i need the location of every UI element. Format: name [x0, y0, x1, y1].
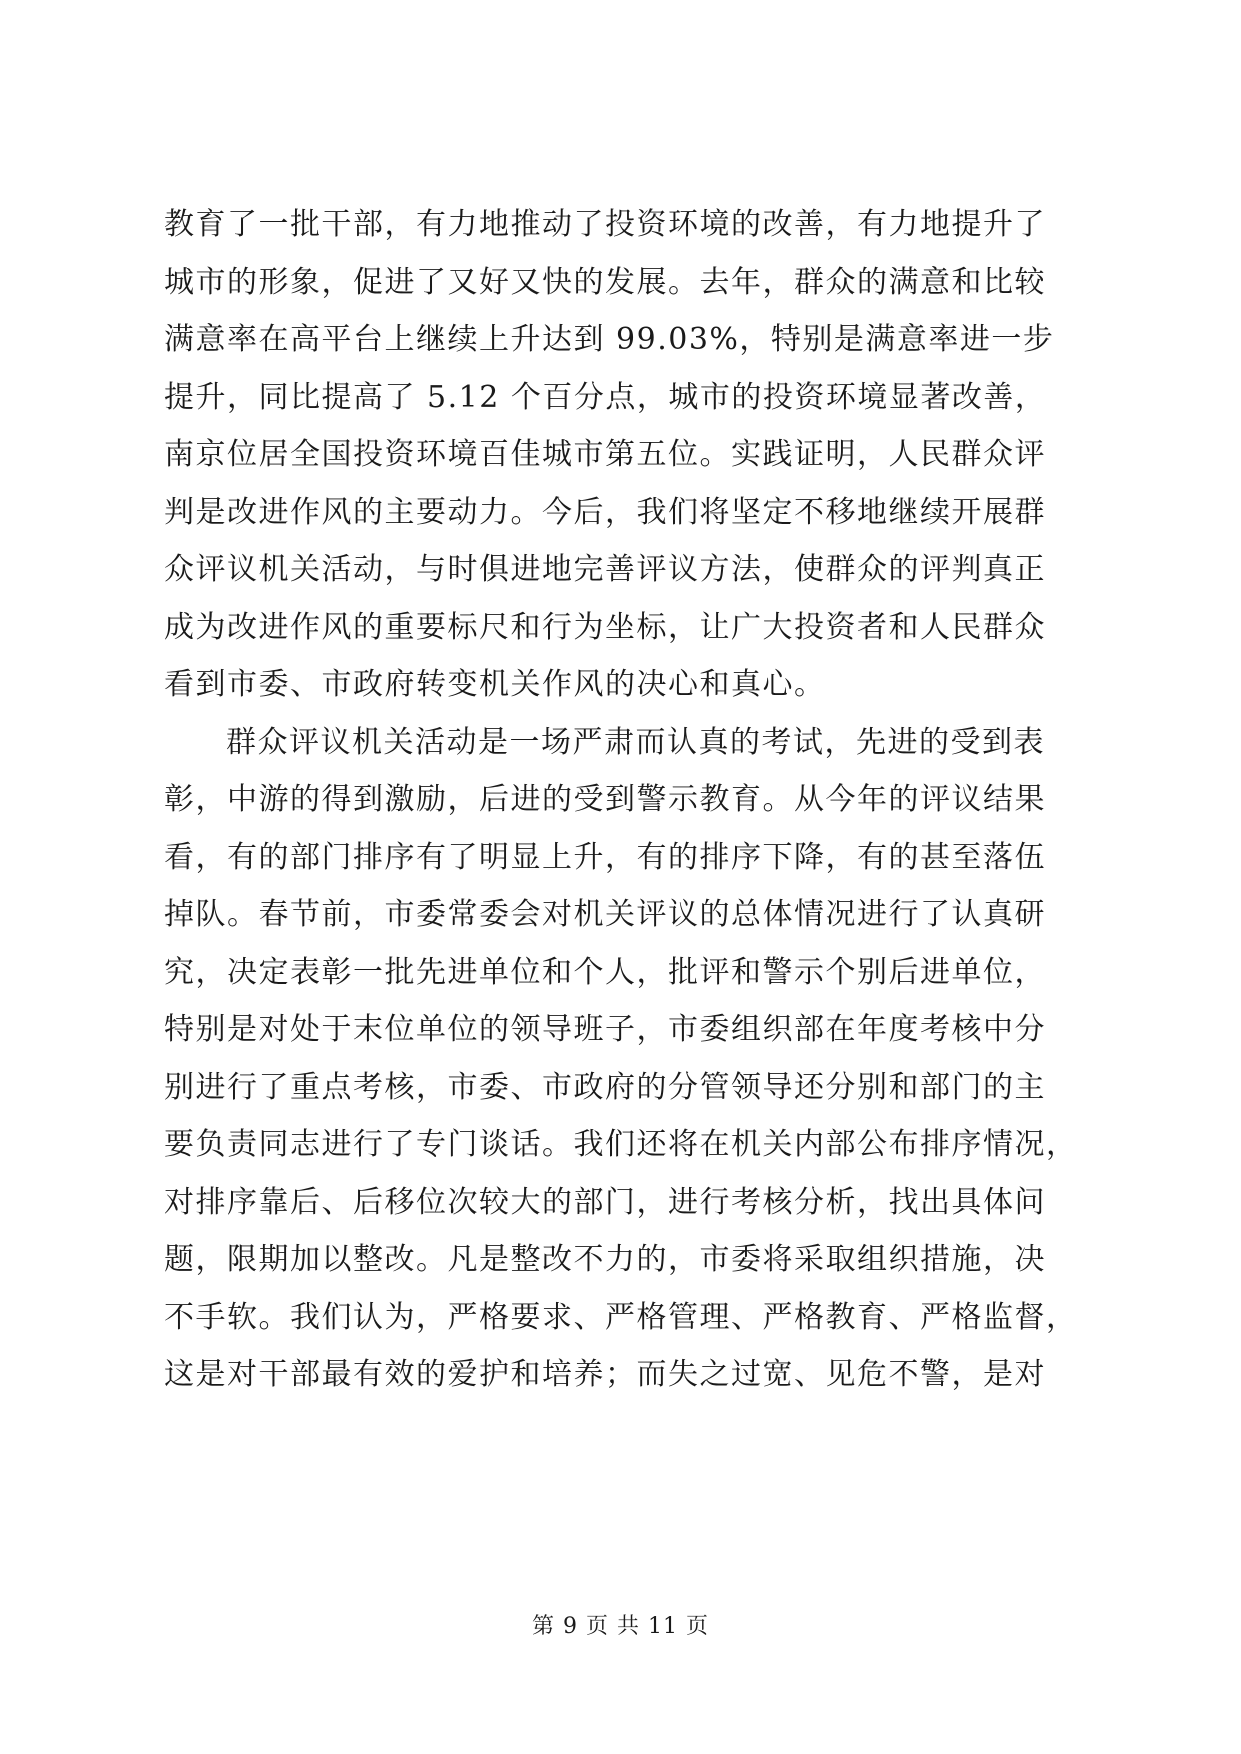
- text-line: 特别是对处于末位单位的领导班子，市委组织部在年度考核中分: [164, 1012, 1046, 1047]
- text-line: 这是对干部最有效的爱护和培养；而失之过宽、见危不警，是对: [164, 1357, 1046, 1392]
- paragraph-first-line: 群众评议机关活动是一场严肃而认真的考试，先进的受到表: [226, 724, 1045, 760]
- text-line: 南京位居全国投资环境百佳城市第五位。实践证明，人民群众评: [164, 437, 1046, 472]
- page-number-footer: 第 9 页 共 11 页: [532, 1614, 709, 1639]
- text-line: 成为改进作风的重要标尺和行为坐标，让广大投资者和人民群众: [164, 609, 1046, 645]
- text-line: 看，有的部门排序有了明显上升，有的排序下降，有的甚至落伍: [164, 839, 1046, 875]
- text-line: 城市的形象，促进了又好又快的发展。去年，群众的满意和比较: [164, 264, 1046, 300]
- text-line: 题，限期加以整改。凡是整改不力的，市委将采取组织措施，决: [164, 1242, 1046, 1277]
- text-line: 看到市委、市政府转变机关作风的决心和真心。: [164, 667, 826, 702]
- text-line: 判是改进作风的主要动力。今后，我们将坚定不移地继续开展群: [164, 494, 1046, 530]
- text-line: 掉队。春节前，市委常委会对机关评议的总体情况进行了认真研: [164, 897, 1046, 932]
- body-text: [164, 196, 1084, 1404]
- text-line: 彰，中游的得到激励，后进的受到警示教育。从今年的评议结果: [164, 782, 1046, 817]
- text-line: 教育了一批干部，有力地推动了投资环境的改善，有力地提升了: [164, 207, 1046, 242]
- text-line: 不手软。我们认为，严格要求、严格管理、严格教育、严格监督，: [164, 1299, 1078, 1335]
- text-line: 众评议机关活动，与时俱进地完善评议方法，使群众的评判真正: [164, 552, 1046, 587]
- text-line: 别进行了重点考核，市委、市政府的分管领导还分别和部门的主: [164, 1069, 1046, 1105]
- text-line: 要负责同志进行了专门谈话。我们还将在机关内部公布排序情况，: [164, 1127, 1078, 1162]
- text-line: 满意率在高平台上继续上升达到 99.03%，特别是满意率进一步: [164, 322, 1055, 357]
- text-line: 提升，同比提高了 5.12 个百分点，城市的投资环境显著改善，: [164, 379, 1047, 415]
- text-line: 对排序靠后、后移位次较大的部门，进行考核分析，找出具体问: [164, 1184, 1046, 1220]
- text-line: 究，决定表彰一批先进单位和个人，批评和警示个别后进单位，: [164, 954, 1046, 990]
